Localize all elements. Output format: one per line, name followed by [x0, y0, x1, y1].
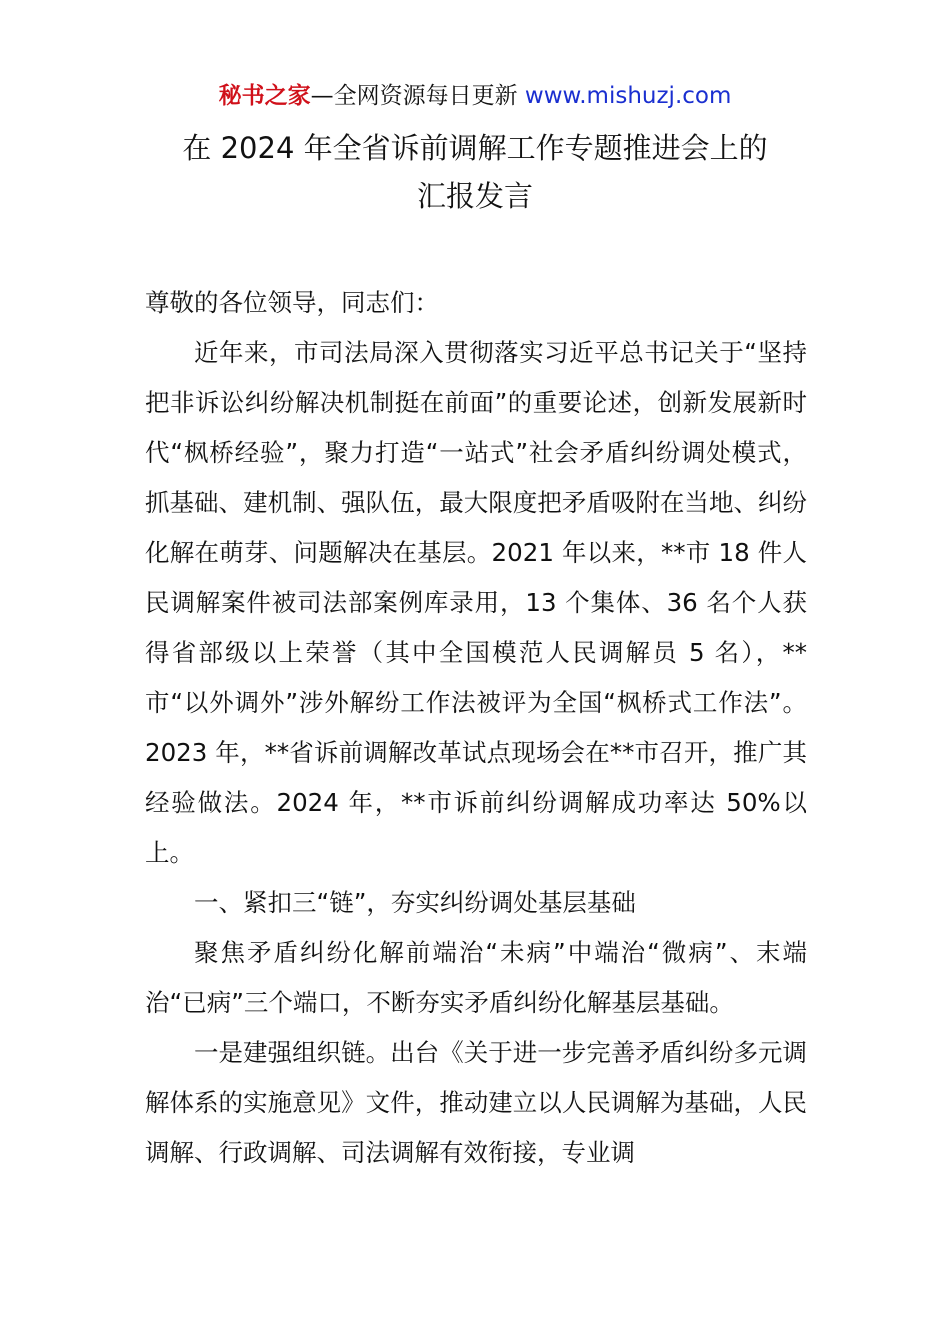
- document-title-line-1: 在 2024 年全省诉前调解工作专题推进会上的: [182, 131, 768, 165]
- salutation: 尊敬的各位领导，同志们：: [145, 288, 439, 317]
- section-heading-1: 一、紧扣三“链”，夯实纠纷调处基层基础: [194, 888, 636, 917]
- header-slogan: —全网资源每日更新: [310, 83, 525, 109]
- site-url-link[interactable]: www.mishuzj.com: [524, 83, 732, 109]
- document-body: [145, 278, 807, 1178]
- site-header: [0, 80, 950, 112]
- body-paragraph-section-1: 聚焦矛盾纠纷化解前端治“未病”中端治“微病”、末端治“已病”三个端口，不断夯实矛盾纠纷化解基层基础。: [145, 938, 807, 1017]
- document-title-line-2: 汇报发言: [416, 179, 533, 213]
- brand-name: 秘书之家: [218, 83, 311, 109]
- body-paragraph-intro: 近年来，市司法局深入贯彻落实习近平总书记关于“坚持把非诉讼纠纷解决机制挺在前面”的重要论述，创新发展新时代“枫桥经验”，聚力打造“一站式”社会矛盾纠纷调处模式，抓基础、建机制、强队伍，最大限度把矛盾吸附在当地、纠纷化解在萌芽、问题解决在基层。2021 年以来，**市 18 件人民调解案件被司法部案例库录用，13 个集体、36 名个人获得省部级以上荣誉（其中全国模范人民调解员 5 名），**市“以外调外”涉外解纷工作法被评为全国“枫桥式工作法”。2023 年，**省诉前调解改革试点现场会在**市召开，推广其经验做法。2024 年，**市诉前纠纷调解成功率达 50%以上。: [145, 338, 807, 867]
- body-paragraph-organization-chain: 一是建强组织链。出台《关于进一步完善矛盾纠纷多元调解体系的实施意见》文件，推动建立以人民调解为基础，人民调解、行政调解、司法调解有效衔接，专业调: [145, 1038, 807, 1167]
